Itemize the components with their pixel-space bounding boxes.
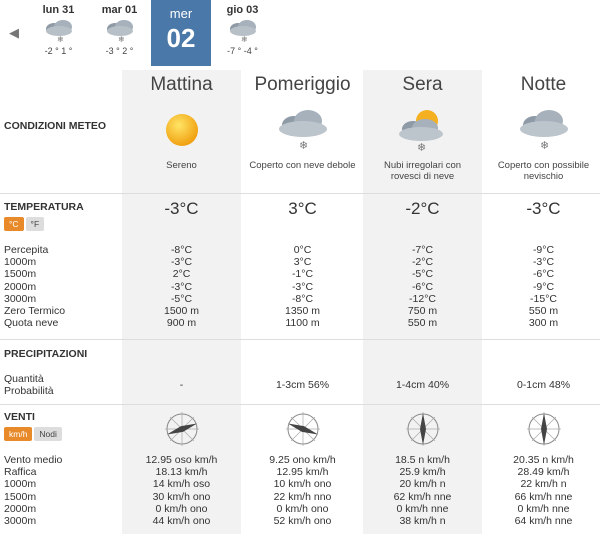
condition-text [243,160,362,184]
val-w1500: 66 km/h nne [514,490,573,503]
wind-values [363,454,482,527]
val-1500m: -1°C [291,268,314,281]
label-percepita: Percepita [4,244,49,256]
label-2000m: 2000m [4,502,37,515]
val-1000m: -3°C [532,256,555,269]
val-w2000: 0 km/h nne [517,502,570,515]
val-w2000: 0 km/h nne [396,502,449,515]
wind-row-labels [0,454,62,527]
val-zero-termico: 750 m [407,304,438,317]
temp-values [484,244,600,329]
day-tab-lun[interactable] [28,0,89,66]
snow-cloud-icon [243,100,362,160]
val-vento-medio: 18.5 n km/h [395,454,450,466]
val-w3000: 38 km/h n [399,514,446,527]
val-zero-termico: 1350 m [284,304,321,317]
condition-line-1: Sereno [166,160,197,171]
condition-text [363,160,482,184]
wind-compass-icon [243,406,362,452]
period-title: Notte [520,74,567,95]
val-1500m: -6°C [532,268,555,281]
period-column-sera [363,70,482,534]
wind-compass-icon [363,406,482,452]
prev-day-arrow-icon[interactable]: ◀ [9,25,19,40]
val-3000m: -5°C [170,292,193,305]
main-temperature: -2°C [405,199,440,218]
day-label: lun 31 [42,4,75,16]
val-precipitazioni: 1-4cm 40% [395,379,450,391]
val-quota-neve: 300 m [528,317,559,330]
val-vento-medio: 12.95 oso km/h [145,454,218,466]
val-quota-neve: 1100 m [285,317,320,330]
val-raffica: 12.95 km/h [276,466,329,479]
val-w1000: 20 km/h n [399,478,446,491]
snow-cloud-icon [484,100,600,160]
day-label: gio 03 [226,4,259,16]
precip-values [122,379,241,391]
section-temperatura: TEMPERATURA [4,201,84,213]
val-w3000: 44 km/h ono [152,514,211,527]
sun-icon [122,100,241,160]
label-2000m: 2000m [4,280,37,293]
day-temps: -7 ° -4 ° [227,46,258,56]
val-1000m: -3°C [170,256,193,269]
wind-compass-icon [484,406,600,452]
val-3000m: -15°C [530,292,557,305]
temp-values [243,244,362,329]
val-w3000: 52 km/h ono [273,514,332,527]
val-vento-medio: 20.35 n km/h [513,454,574,466]
val-percepita: -7°C [411,244,434,256]
svg-text:❄: ❄ [117,35,125,44]
day-strip [0,0,600,66]
val-1500m: -5°C [411,268,434,281]
val-3000m: -12°C [409,292,436,305]
val-2000m: -3°C [170,280,193,293]
val-w3000: 64 km/h nne [514,514,573,527]
label-1000m: 1000m [4,478,37,491]
nodi-button[interactable]: Nodi [34,427,61,441]
temp-block [484,198,600,220]
precip-values [363,379,482,391]
label-quantita: Quantità [4,373,44,385]
precip-row-labels [0,373,54,397]
precip-values [243,379,362,391]
snow-cloud-icon [28,16,89,46]
val-3000m: -8°C [291,292,314,305]
val-quota-neve: 550 m [407,317,438,330]
period-column-notte [484,70,600,534]
condition-line-1: Coperto con neve debole [249,160,356,171]
val-precipitazioni: 0-1cm 48% [516,379,571,391]
temp-values [363,244,482,329]
day-label: mar 01 [101,4,138,16]
day-temps: -2 ° 1 ° [44,46,73,56]
svg-text:❄: ❄ [539,140,549,152]
period-title: Mattina [150,74,213,95]
condition-text [122,160,241,184]
condition-line-1: Coperto con possibile [497,160,590,171]
label-3000m: 3000m [4,292,37,305]
val-zero-termico: 550 m [528,304,559,317]
period-column-mattina [122,70,241,534]
temp-unit-toggle [4,217,44,231]
wind-unit-toggle [4,427,62,441]
sun-cloud-snow-icon [363,100,482,160]
val-raffica: 18.13 km/h [155,466,208,479]
svg-text:❄: ❄ [240,35,248,44]
fahrenheit-button[interactable]: °F [26,217,45,231]
period-title: Sera [402,74,443,95]
wind-values [122,454,241,527]
condition-line-2: nevischio [523,171,564,182]
val-1500m: 2°C [172,268,191,281]
val-w1000: 10 km/h ono [273,478,332,491]
wind-values [243,454,362,527]
section-venti: VENTI [4,411,35,423]
wind-compass-icon [122,406,241,452]
section-condizioni: CONDIZIONI METEO [4,120,107,132]
svg-text:❄: ❄ [56,35,64,44]
val-precipitazioni: - [179,379,184,391]
val-1000m: -2°C [411,256,434,269]
val-2000m: -3°C [291,280,314,293]
day-label: mer [169,6,193,21]
day-temps: -3 ° 2 ° [105,46,134,56]
val-raffica: 25.9 km/h [399,466,446,479]
val-raffica: 28.49 km/h [517,466,570,479]
val-percepita: -9°C [532,244,555,256]
val-percepita: 0°C [293,244,312,256]
val-quota-neve: 900 m [166,317,197,330]
label-raffica: Raffica [4,466,37,479]
temp-row-labels [0,244,65,329]
temp-block [243,198,362,220]
kmh-button[interactable]: km/h [4,427,32,441]
temp-values [122,244,241,329]
temp-block [122,198,241,220]
main-temperature: -3°C [164,199,199,218]
val-1000m: 3°C [293,256,312,269]
day-tab-mer-selected[interactable] [151,0,211,66]
val-precipitazioni: 1-3cm 56% [275,379,330,391]
val-2000m: -9°C [532,280,555,293]
val-w1500: 62 km/h nne [393,490,452,503]
section-precipitazioni: PRECIPITAZIONI [4,348,88,360]
label-1500m: 1500m [4,490,37,503]
celsius-button[interactable]: °C [4,217,24,231]
day-tab-mar[interactable] [89,0,150,66]
label-quota-neve: Quota neve [4,317,59,330]
svg-text:❄: ❄ [416,142,426,153]
label-3000m: 3000m [4,514,37,527]
day-number: 02 [166,23,196,53]
main-temperature: -3°C [526,199,561,218]
val-2000m: -6°C [411,280,434,293]
val-w1500: 30 km/h ono [152,490,211,503]
day-tab-gio[interactable] [212,0,273,66]
temp-block [363,198,482,220]
svg-text:❄: ❄ [298,140,308,152]
label-1500m: 1500m [4,268,37,281]
val-percepita: -8°C [170,244,193,256]
val-w2000: 0 km/h ono [276,502,329,515]
precip-values [484,379,600,391]
period-column-pomeriggio [243,70,362,534]
condition-line-2: rovesci di neve [390,171,455,182]
label-vento-medio: Vento medio [4,454,63,466]
label-probabilita: Probabilità [4,385,54,398]
val-zero-termico: 1500 m [163,304,200,317]
snow-cloud-icon [212,16,273,46]
main-temperature: 3°C [288,199,317,218]
val-w1000: 14 km/h oso [152,478,211,491]
val-w1000: 22 km/h n [520,478,567,491]
condition-text [484,160,600,184]
val-w1500: 22 km/h nno [273,490,332,503]
label-1000m: 1000m [4,256,37,269]
snow-cloud-icon [89,16,150,46]
label-zero-termico: Zero Termico [4,304,66,317]
condition-line-1: Nubi irregolari con [383,160,462,171]
val-w2000: 0 km/h ono [155,502,208,515]
period-title: Pomeriggio [254,74,351,95]
wind-values [484,454,600,527]
val-vento-medio: 9.25 ono km/h [269,454,336,466]
